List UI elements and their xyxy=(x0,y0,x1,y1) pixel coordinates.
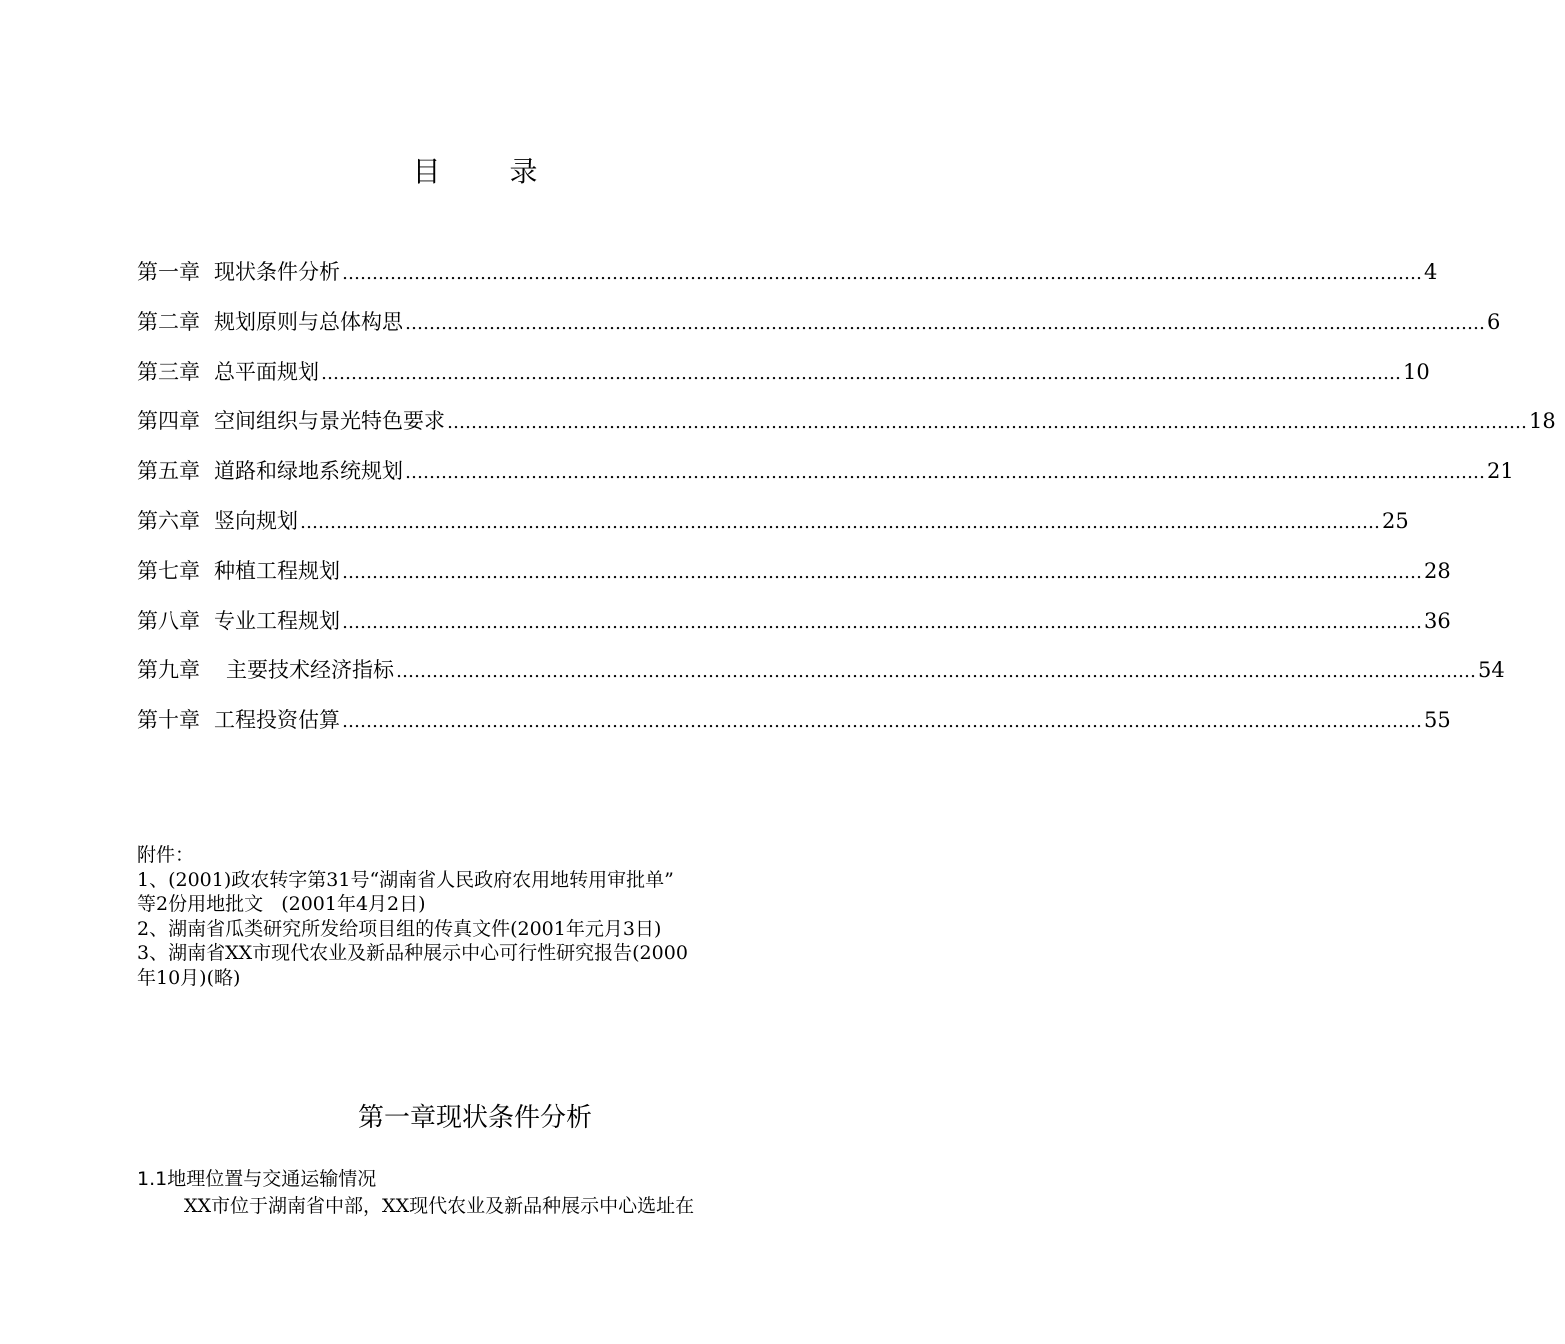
toc-leader-dots: ……………………………………………………………………………………………………………………………………………………………… xyxy=(396,661,1476,683)
toc-leader-dots: ……………………………………………………………………………………………………………………………………………………………… xyxy=(405,462,1485,484)
toc-leader-dots: ……………………………………………………………………………………………………………………………………………………………… xyxy=(342,561,1422,583)
toc-item[interactable] xyxy=(137,306,1501,356)
toc-chapter-label: 第二章 xyxy=(137,309,200,334)
toc-leader-dots: ……………………………………………………………………………………………………………………………………………………………… xyxy=(342,611,1422,633)
attachment-line: 2、湖南省瓜类研究所发给项目组的传真文件(2001年元月3日) xyxy=(137,917,662,940)
toc-chapter-name: 竖向规划 xyxy=(214,508,298,533)
toc-page-number: 25 xyxy=(1382,508,1409,533)
toc-page-number: 54 xyxy=(1478,658,1505,683)
attachments-block xyxy=(137,843,842,990)
toc-page-number: 21 xyxy=(1487,459,1514,484)
toc-chapter-name: 规划原则与总体构思 xyxy=(214,309,403,334)
toc-chapter-label: 第十章 xyxy=(137,708,200,733)
toc-page-number: 6 xyxy=(1487,309,1501,334)
toc-leader-dots: ……………………………………………………………………………………………………………………………………………………………… xyxy=(342,263,1422,284)
toc-leader-dots: ……………………………………………………………………………………………………………………………………………………………… xyxy=(405,312,1485,334)
toc-chapter-label: 第三章 xyxy=(137,359,200,384)
chapter-heading: 第一章现状条件分析 xyxy=(357,1103,592,1133)
toc-chapter-label: 第七章 xyxy=(137,558,200,583)
toc-chapter-name: 工程投资估算 xyxy=(214,708,340,733)
toc-leader-dots: ……………………………………………………………………………………………………………………………………………………………… xyxy=(300,511,1380,533)
toc-chapter-name: 道路和绿地系统规划 xyxy=(214,459,403,484)
attachments-heading: 附件： xyxy=(137,844,195,866)
toc-chapter-name: 专业工程规划 xyxy=(214,608,340,633)
toc-chapter-label: 第八章 xyxy=(137,608,200,633)
toc-leader-dots: ……………………………………………………………………………………………………………………………………………………………… xyxy=(447,412,1527,434)
toc-list xyxy=(137,256,1556,754)
toc-chapter-label: 第一章 xyxy=(137,260,200,284)
toc-leader-dots: ……………………………………………………………………………………………………………………………………………………………… xyxy=(342,711,1422,733)
toc-chapter-name: 总平面规划 xyxy=(214,359,319,384)
toc-leader-dots: ……………………………………………………………………………………………………………………………………………………………… xyxy=(321,362,1401,384)
toc-page-number: 18 xyxy=(1529,409,1556,434)
toc-item[interactable] xyxy=(137,256,1438,306)
body-paragraph: XX市位于湖南省中部，XX现代农业及新品种展示中心选址在 xyxy=(184,1195,695,1217)
toc-item[interactable] xyxy=(137,654,1505,704)
toc-chapter-name: 主要技术经济指标 xyxy=(226,658,394,683)
toc-chapter-name: 种植工程规划 xyxy=(214,558,340,583)
toc-item[interactable] xyxy=(137,405,1556,455)
toc-item[interactable] xyxy=(137,356,1430,406)
attachment-line: 等2份用地批文 (2001年4月2日) xyxy=(137,893,426,915)
toc-item[interactable] xyxy=(137,704,1451,754)
toc-chapter-name: 现状条件分析 xyxy=(214,260,340,284)
attachment-line: 3、湖南省XX市现代农业及新品种展示中心可行性研究报告(2000 xyxy=(137,942,688,964)
toc-item[interactable] xyxy=(137,605,1451,655)
toc-chapter-label: 第六章 xyxy=(137,508,200,533)
attachment-line: 年10月)(略) xyxy=(137,966,241,989)
toc-page-number: 10 xyxy=(1403,359,1430,384)
toc-chapter-name: 空间组织与景光特色要求 xyxy=(214,409,445,434)
toc-page-number: 4 xyxy=(1424,260,1438,284)
toc-chapter-label: 第九章 xyxy=(137,658,200,683)
toc-chapter-label: 第五章 xyxy=(137,459,200,484)
toc-chapter-label: 第四章 xyxy=(137,409,200,434)
toc-item[interactable] xyxy=(137,455,1514,505)
toc-page-number: 36 xyxy=(1424,608,1451,633)
toc-item[interactable] xyxy=(137,555,1451,605)
toc-item[interactable] xyxy=(137,505,1409,555)
attachment-line: 1、(2001)政农转字第31号“湖南省人民政府农用地转用审批单” xyxy=(137,868,674,891)
toc-page-number: 55 xyxy=(1424,708,1451,733)
toc-page-number: 28 xyxy=(1424,558,1451,583)
toc-title: 目 录 xyxy=(412,155,568,188)
section-heading: 1.1地理位置与交通运输情况 xyxy=(137,1168,377,1190)
